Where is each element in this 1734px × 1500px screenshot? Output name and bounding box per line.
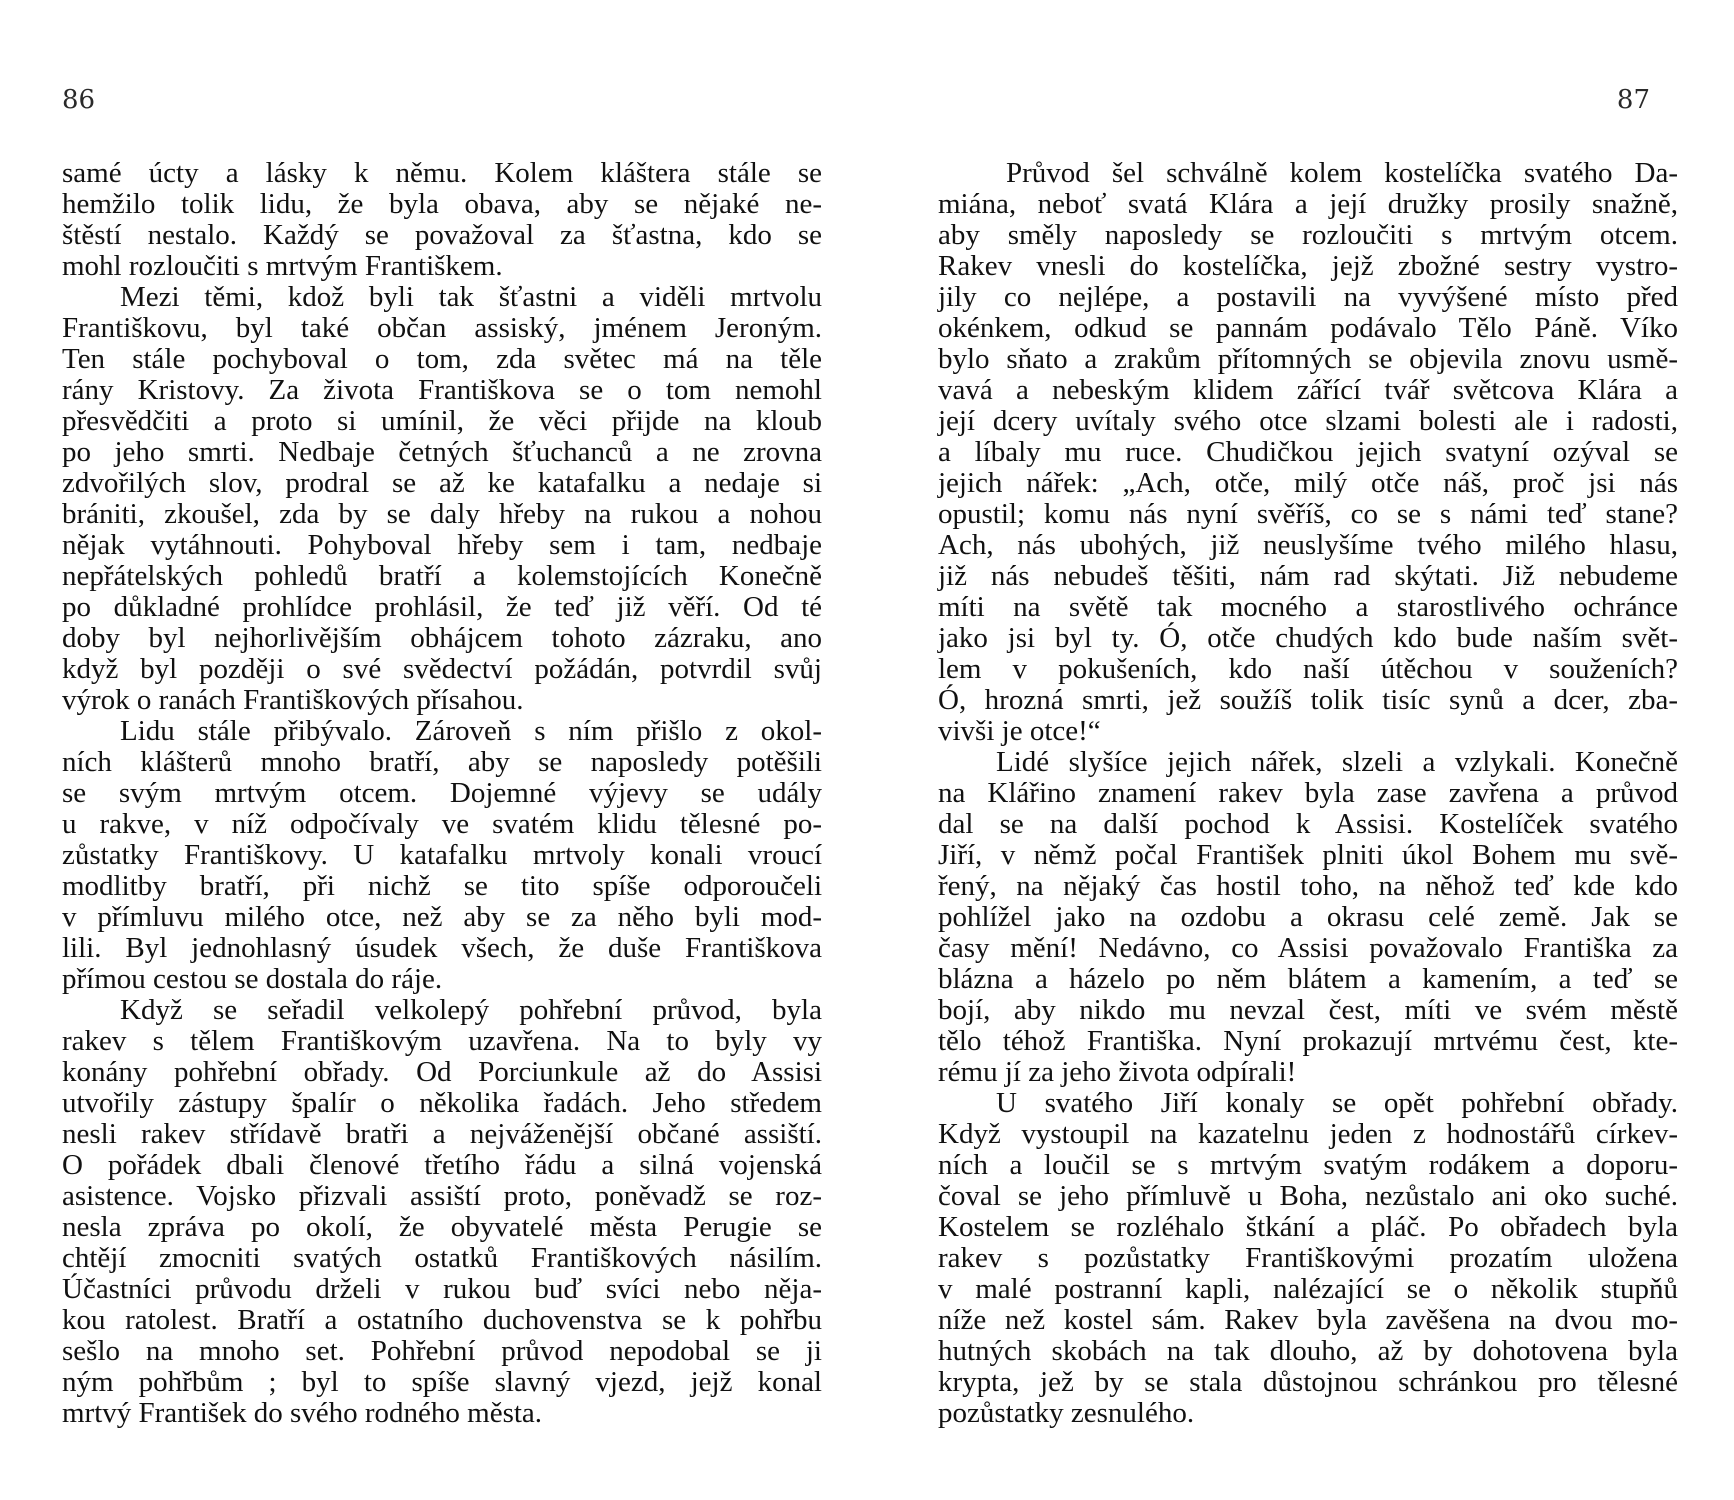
text-line: Když vystoupil na kazatelnu jeden z hodnostářů církev- (938, 1118, 1678, 1150)
text-line: níže než kostel sám. Rakev byla zavěšena na dvou mo- (938, 1304, 1678, 1336)
text-line: Mezi těmi, kdož byli tak šťastni a viděli mrtvolu (120, 281, 822, 313)
text-line: hutných skobách na tak dlouho, až by dohotovena byla (938, 1335, 1678, 1367)
text-line: nesla zpráva po okolí, že obyvatelé města Perugie se (62, 1211, 822, 1243)
text-line: opustil; komu nás nyní svěříš, co se s námi teď stane? (938, 498, 1678, 530)
left-page-text (62, 158, 822, 1429)
text-line: když byl později o své svědectví požádán, potvrdil svůj (62, 653, 822, 685)
text-line: v přímluvu milého otce, než aby se za něho byli mod- (62, 901, 822, 933)
text-line: po jeho smrti. Nedbaje četných šťuchanců a ne zrovna (62, 436, 822, 468)
text-line: okénkem, odkud se pannám podávalo Tělo Páně. Víko (938, 312, 1678, 344)
text-line: přesvědčiti a proto si umínil, že věci přijde na kloub (62, 405, 822, 437)
page-number-right: 87 (1616, 85, 1650, 115)
text-line: O pořádek dbali členové třetího řádu a silná vojenská (62, 1149, 822, 1181)
text-line: pohlížel jako na ozdobu a okrasu celé země. Jak se (938, 901, 1678, 933)
text-line: Průvod šel schválně kolem kostelíčka svatého Da- (1006, 157, 1678, 189)
text-line: Když se seřadil velkolepý pohřební průvod, byla (120, 994, 822, 1026)
text-line: aby směly naposledy se rozloučiti s mrtvým otcem. (938, 219, 1678, 251)
text-line: čoval se jeho přímluvě u Boha, nezůstalo ani oko suché. (938, 1180, 1678, 1212)
right-page (867, 0, 1734, 1500)
text-line: mrtvý František do svého rodného města. (62, 1397, 543, 1429)
text-line: pozůstatky zesnulého. (938, 1397, 1195, 1429)
text-line: rány Kristovy. Za života Františkova se o tom nemohl (62, 374, 822, 406)
text-line: Ó, hrozná smrti, jež soužíš tolik tisíc synů a dcer, zba- (938, 684, 1678, 716)
text-line: krypta, jež by se stala důstojnou schránkou pro tělesné (938, 1366, 1678, 1398)
text-line: U svatého Jiří konaly se opět pohřební obřady. (996, 1087, 1678, 1119)
text-line: Ten stále pochyboval o tom, zda světec má na těle (62, 343, 822, 375)
text-line: se svým mrtvým otcem. Dojemné výjevy se udály (62, 777, 822, 809)
text-line: tělo téhož Františka. Nyní prokazují mrtvému čest, kte- (938, 1025, 1678, 1057)
text-line: jily co nejlépe, a postavili na vyvýšené místo před (938, 281, 1678, 313)
text-line: lem v pokušeních, kdo naší útěchou v souženích? (938, 653, 1678, 685)
text-line: konány pohřební obřady. Od Porciunkule až do Assisi (62, 1056, 822, 1088)
text-line: štěstí nestalo. Každý se považoval za šťastna, kdo se (62, 219, 822, 251)
text-line: hemžilo tolik lidu, že byla obava, aby se nějaké ne- (62, 188, 822, 220)
text-line: přímou cestou se dostala do ráje. (62, 963, 443, 995)
text-line: nepřátelských pohledů bratří a kolemstojících Konečně (62, 560, 822, 592)
text-line: zůstatky Františkovy. U katafalku mrtvoly konali vroucí (62, 839, 822, 871)
text-line: rému jí za jeho života odpírali! (938, 1056, 1297, 1088)
text-line: miána, neboť svatá Klára a její družky prosily snažně, (938, 188, 1678, 220)
text-line: řený, na nějaký čas hostil toho, na něhož teď kde kdo (938, 870, 1678, 902)
text-line: vavá a nebeským klidem zářící tvář světcova Klára a (938, 374, 1678, 406)
text-line: míti na světě tak mocného a starostlivého ochránce (938, 591, 1678, 623)
text-line: časy mění! Nedávno, co Assisi považovalo Františka za (938, 932, 1678, 964)
text-line: sešlo na mnoho set. Pohřební průvod nepodobal se ji (62, 1335, 822, 1367)
text-line: bylo sňato a zrakům přítomných se objevila znovu usmě- (938, 343, 1678, 375)
text-line: a líbaly mu ruce. Chudičkou jejich svatyní ozýval se (938, 436, 1678, 468)
text-line: Františkovu, byl také občan assiský, jménem Jeroným. (62, 312, 822, 344)
text-line: zdvořilých slov, prodral se až ke katafalku a nedaje si (62, 467, 822, 499)
text-line: ným pohřbům ; byl to spíše slavný vjezd, jejž konal (62, 1366, 822, 1398)
text-line: jako jsi byl ty. Ó, otče chudých kdo bude naším svět- (938, 622, 1678, 654)
text-line: mohl rozloučiti s mrtvým Františkem. (62, 250, 503, 282)
text-line: dal se na další pochod k Assisi. Kostelíček svatého (938, 808, 1678, 840)
text-line: chtějí zmocniti svatých ostatků Františkových násilím. (62, 1242, 822, 1274)
text-line: v malé postranní kapli, nalézající se o několik stupňů (938, 1273, 1678, 1305)
text-line: blázna a házelo po něm blátem a kamením, a teď se (938, 963, 1678, 995)
text-line: Lidé slyšíce jejich nářek, slzeli a vzlykali. Konečně (996, 746, 1678, 778)
text-line: na Klářino znamení rakev byla zase zavřena a průvod (938, 777, 1678, 809)
text-line: u rakve, v níž odpočívaly ve svatém klidu tělesné po- (62, 808, 822, 840)
text-line: doby byl nejhorlivějším obhájcem tohoto zázraku, ano (62, 622, 822, 654)
text-line: Ach, nás ubohých, již neuslyšíme tvého milého hlasu, (938, 529, 1678, 561)
text-line: již nás nebudeš těšiti, nám rad skýtati. Již nebudeme (938, 560, 1678, 592)
text-line: Rakev vnesli do kostelíčka, jejž zbožné sestry vystro- (938, 250, 1678, 282)
text-line: modlitby bratří, při nichž se tito spíše odporoučeli (62, 870, 822, 902)
text-line: samé úcty a lásky k němu. Kolem kláštera stále se (62, 157, 822, 189)
text-line: po důkladné prohlídce prohlásil, že teď již věří. Od té (62, 591, 822, 623)
text-line: její dcery uvítaly svého otce slzami bolesti ale i radosti, (938, 405, 1678, 437)
text-line: kou ratolest. Bratří a ostatního duchovenstva se k pohřbu (62, 1304, 822, 1336)
text-line: Účastníci průvodu drželi v rukou buď svíci nebo něja- (62, 1273, 822, 1305)
text-line: bojí, aby nikdo mu nevzal čest, míti ve svém městě (938, 994, 1678, 1026)
text-line: rakev s pozůstatky Františkovými prozatím uložena (938, 1242, 1678, 1274)
text-line: Kostelem se rozléhalo štkání a pláč. Po obřadech byla (938, 1211, 1678, 1243)
text-line: brániti, zkoušel, zda by se daly hřeby na rukou a nohou (62, 498, 822, 530)
text-line: utvořily zástupy špalír o několika řadách. Jeho středem (62, 1087, 822, 1119)
right-page-text (938, 158, 1678, 1429)
text-line: nějak vytáhnouti. Pohyboval hřeby sem i tam, nedbaje (62, 529, 822, 561)
text-line: výrok o ranách Františkových přísahou. (62, 684, 524, 716)
text-line: Jiří, v němž počal František plniti úkol Bohem mu svě- (938, 839, 1678, 871)
text-line: lili. Byl jednohlasný úsudek všech, že duše Františkova (62, 932, 822, 964)
text-line: jejich nářek: „Ach, otče, milý otče náš, proč jsi nás (938, 467, 1678, 499)
text-line: Lidu stále přibývalo. Zároveň s ním přišlo z okol- (120, 715, 822, 747)
text-line: rakev s tělem Františkovým uzavřena. Na to byly vy (62, 1025, 822, 1057)
text-line: vivši je otce!“ (938, 715, 1101, 747)
text-line: asistence. Vojsko přizvali assiští proto, poněvadž se roz- (62, 1180, 822, 1212)
text-line: ních klášterů mnoho bratří, aby se naposledy potěšili (62, 746, 822, 778)
text-line: nesli rakev střídavě bratři a nejváženější občané assiští. (62, 1118, 822, 1150)
page-number-left: 86 (62, 85, 96, 115)
text-line: ních a loučil se s mrtvým svatým rodákem a doporu- (938, 1149, 1678, 1181)
